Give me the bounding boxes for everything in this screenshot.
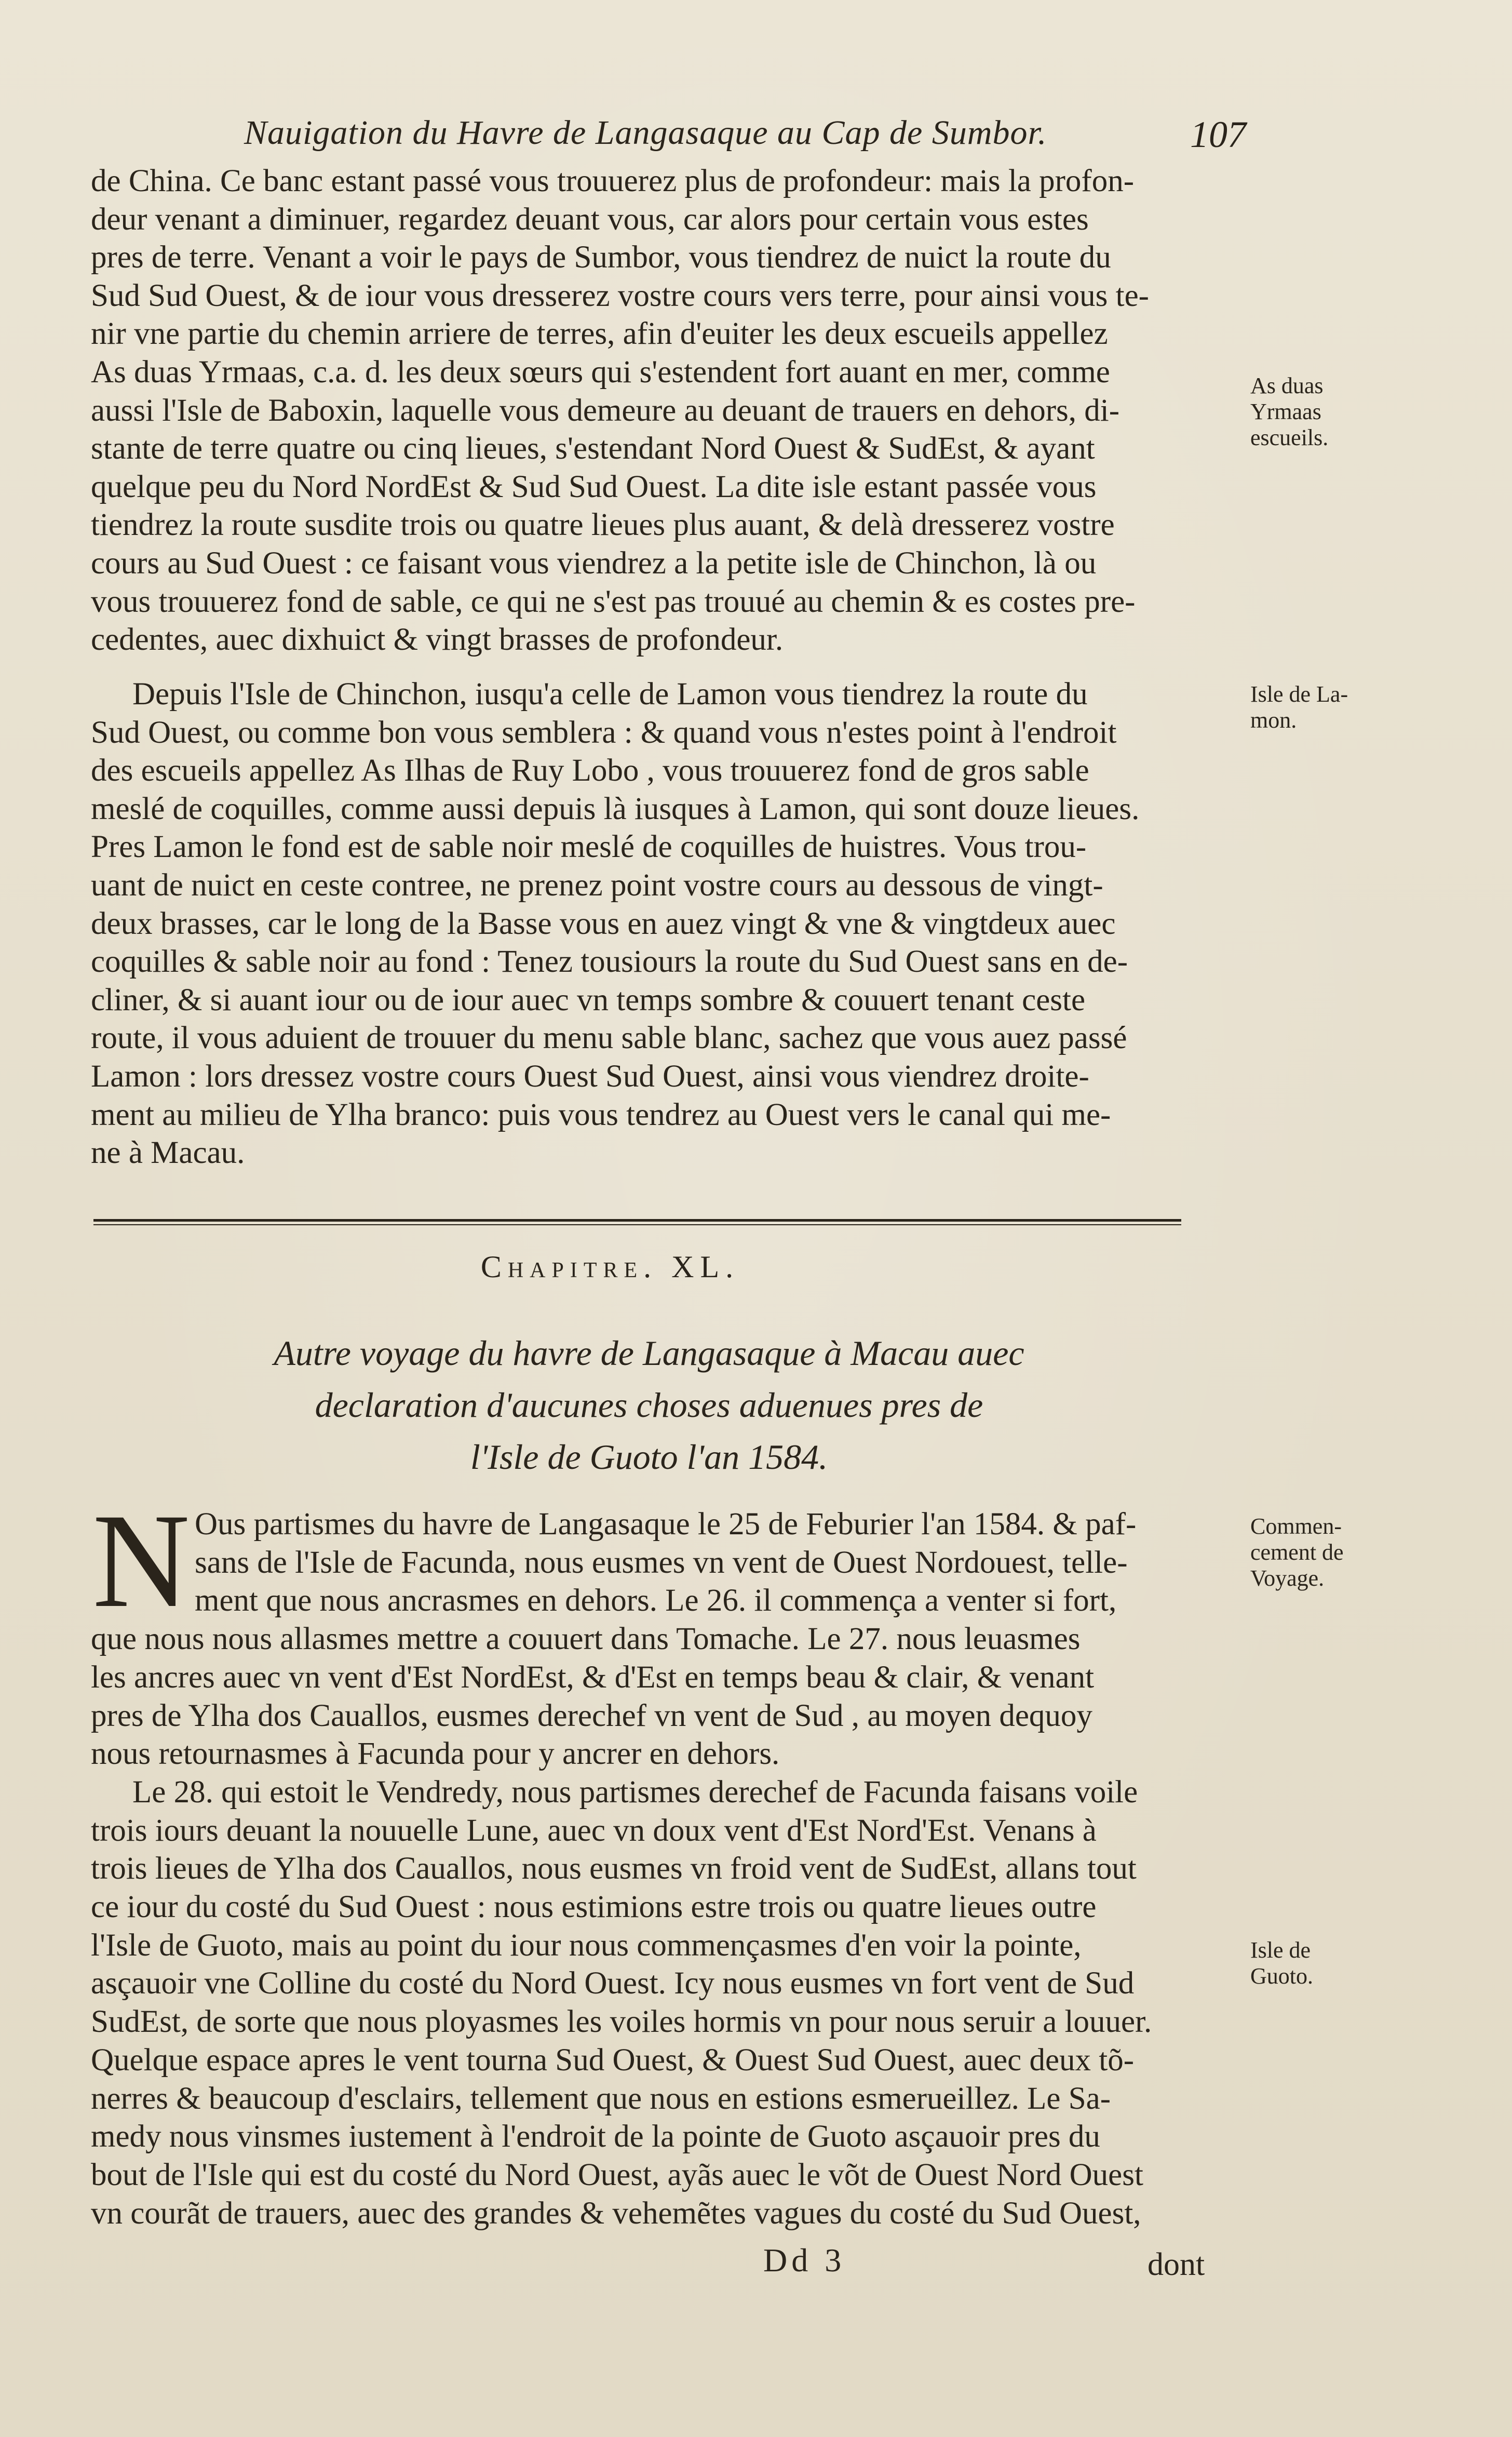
- text-line: Depuis l'Isle de Chinchon, iusqu'a celle de Lamon vous tiendrez la route du: [132, 677, 1088, 712]
- text-line: nous retournasmes à Facunda pour y ancrer en dehors.: [91, 1736, 780, 1772]
- text-line: cours au Sud Ouest : ce faisant vous viendrez a la petite isle de Chinchon, là ou: [91, 545, 1097, 581]
- text-line: medy nous vinsmes iustement à l'endroit de la pointe de Guoto asçauoir pres du: [91, 2119, 1100, 2154]
- text-line: l'Isle de Guoto, mais au point du iour nous commençasmes d'en voir la pointe,: [91, 1927, 1082, 1963]
- drop-cap: N: [92, 1486, 190, 1636]
- text-line: trois iours deuant la nouuelle Lune, auec vn doux vent d'Est Nord'Est. Venans à: [91, 1813, 1097, 1848]
- margin-note: [1250, 373, 1406, 451]
- text-line: ment au milieu de Ylha branco: puis vous tendrez au Ouest vers le canal qui me-: [91, 1097, 1111, 1132]
- text-line: tiendrez la route susdite trois ou quatre lieues plus auant, & delà dresserez vostre: [91, 507, 1115, 543]
- text-line: vous trouuerez fond de sable, ce qui ne s'est pas trouué au chemin & es costes pre-: [91, 584, 1136, 619]
- margin-note-line: As duas: [1250, 373, 1324, 398]
- text-line: SudEst, de sorte que nous ployasmes les voiles hormis vn pour nous seruir a louuer.: [91, 2004, 1152, 2040]
- text-line: ce iour du costé du Sud Ouest : nous estimions estre trois ou quatre lieues outre: [91, 1890, 1097, 1925]
- margin-note-line: Isle de La-: [1250, 681, 1348, 707]
- margin-note-line: Guoto.: [1250, 1963, 1313, 1989]
- chapter-title-line: Autre voyage du havre de Langasaque à Macau auec: [274, 1333, 1024, 1373]
- text-line: Sud Sud Ouest, & de iour vous dresserez vostre cours vers terre, pour ainsi vous te-: [91, 278, 1149, 313]
- paragraph-3: [91, 1505, 1236, 2232]
- text-line: Quelque espace apres le vent tourna Sud Ouest, & Ouest Sud Ouest, auec deux tõ-: [91, 2042, 1135, 2078]
- paragraph-2: [91, 675, 1236, 1172]
- text-line: stante de terre quatre ou cinq lieues, s'estendant Nord Ouest & SudEst, & ayant: [91, 431, 1095, 466]
- text-line: Le 28. qui estoit le Vendredy, nous partismes derechef de Facunda faisans voile: [132, 1774, 1138, 1810]
- text-line: ne à Macau.: [91, 1135, 245, 1171]
- text-line: que nous nous allasmes mettre a couuert dans Tomache. Le 27. nous leuasmes: [91, 1622, 1081, 1657]
- text-line: route, il vous aduient de trouuer du menu sable blanc, sachez que vous auez passé: [91, 1021, 1127, 1056]
- text-line: trois lieues de Ylha dos Cauallos, nous eusmes vn froid vent de SudEst, allans tout: [91, 1851, 1137, 1886]
- margin-note: [1250, 1514, 1406, 1591]
- text-line: Sud Ouest, ou comme bon vous semblera : & quand vous n'estes point à l'endroit: [91, 715, 1117, 750]
- chapter-heading: Chapitre. XL.: [480, 1250, 740, 1284]
- margin-note-line: Isle de: [1250, 1937, 1311, 1963]
- text-line: As duas Yrmaas, c.a. d. les deux sœurs qui s'estendent fort auant en mer, comme: [91, 354, 1110, 390]
- margin-note-line: mon.: [1250, 707, 1297, 733]
- text-line: de China. Ce banc estant passé vous trouuerez plus de profondeur: mais la profon-: [91, 164, 1135, 198]
- text-line: nir vne partie du chemin arriere de terres, afin d'euiter les deux escueils appellez: [91, 316, 1108, 352]
- text-line: pres de terre. Venant a voir le pays de Sumbor, vous tiendrez de nuict la route du: [91, 240, 1111, 275]
- text-line: aussi l'Isle de Baboxin, laquelle vous demeure au deuant de trauers en dehors, di-: [91, 393, 1120, 428]
- chapter-title-line: declaration d'aucunes choses aduenues pres de: [315, 1385, 983, 1425]
- margin-note-line: Yrmaas: [1250, 399, 1321, 424]
- text-line: Lamon : lors dressez vostre cours Ouest Sud Ouest, ainsi vous viendrez droite-: [91, 1059, 1089, 1094]
- margin-note: [1250, 1937, 1406, 1989]
- text-line: uant de nuict en ceste contree, ne prenez point vostre cours au dessous de vingt-: [91, 867, 1103, 903]
- text-line: cliner, & si auant iour ou de iour auec vn temps sombre & couuert tenant ceste: [91, 982, 1086, 1017]
- page-footer: [0, 2241, 1512, 2283]
- text-line: meslé de coquilles, comme aussi depuis là iusques à Lamon, qui sont douze lieues.: [91, 791, 1140, 826]
- margin-note: [1250, 681, 1406, 733]
- margin-note-line: escueils.: [1250, 425, 1329, 450]
- chapter-title: [156, 1327, 1142, 1483]
- margin-note-line: cement de: [1250, 1539, 1344, 1565]
- text-line: deux brasses, car le long de la Basse vous en auez vingt & vne & vingtdeux auec: [91, 906, 1116, 941]
- text-line: Pres Lamon le fond est de sable noir meslé de coquilles de huistres. Vous trou-: [91, 829, 1087, 865]
- section-divider: [93, 1219, 1181, 1222]
- paragraph-1: [91, 162, 1236, 659]
- margin-note-line: Voyage.: [1250, 1565, 1325, 1591]
- text-line: coquilles & sable noir au fond : Tenez tousiours la route du Sud Ouest sans en de-: [91, 944, 1128, 980]
- catchword: dont: [1148, 2247, 1205, 2282]
- text-line: asçauoir vne Colline du costé du Nord Ouest. Icy nous eusmes vn fort vent de Sud: [91, 1966, 1135, 2001]
- signature-mark: Dd 3: [763, 2242, 846, 2279]
- running-title: Nauigation du Havre de Langasaque au Cap de Sumbor.: [244, 114, 1047, 152]
- text-line: pres de Ylha dos Cauallos, eusmes derechef vn vent de Sud , au moyen dequoy: [91, 1698, 1092, 1733]
- text-line: bout de l'Isle qui est du costé du Nord Ouest, ayãs auec le võt de Ouest Nord Ouest: [91, 2157, 1143, 2192]
- section-divider-thin: [93, 1224, 1181, 1225]
- text-line: les ancres auec vn vent d'Est NordEst, & d'Est en temps beau & clair, & venant: [91, 1659, 1095, 1695]
- page-number: 107: [1190, 114, 1246, 155]
- text-line: nerres & beaucoup d'esclairs, tellement que nous en estions esmerueillez. Le Sa-: [91, 2081, 1111, 2116]
- text-line: Ous partismes du havre de Langasaque le 25 de Feburier l'an 1584. & paf-: [195, 1507, 1137, 1542]
- text-line: cedentes, auec dixhuict & vingt brasses de profondeur.: [91, 622, 784, 658]
- chapter-title-line: l'Isle de Guoto l'an 1584.: [470, 1437, 828, 1477]
- text-line: sans de l'Isle de Facunda, nous eusmes vn vent de Ouest Nordouest, telle-: [195, 1545, 1128, 1580]
- text-line: vn courãt de trauers, auec des grandes & vehemẽtes vagues du costé du Sud Ouest,: [91, 2195, 1141, 2231]
- text-line: deur venant a diminuer, regardez deuant vous, car alors pour certain vous estes: [91, 202, 1089, 237]
- margin-note-line: Commen-: [1250, 1514, 1342, 1539]
- text-line: quelque peu du Nord NordEst & Sud Sud Ouest. La dite isle estant passée vous: [91, 469, 1097, 504]
- text-line: ment que nous ancrasmes en dehors. Le 26. il commença a venter si fort,: [195, 1583, 1117, 1618]
- text-line: des escueils appellez As Ilhas de Ruy Lobo , vous trouuerez fond de gros sable: [91, 753, 1089, 788]
